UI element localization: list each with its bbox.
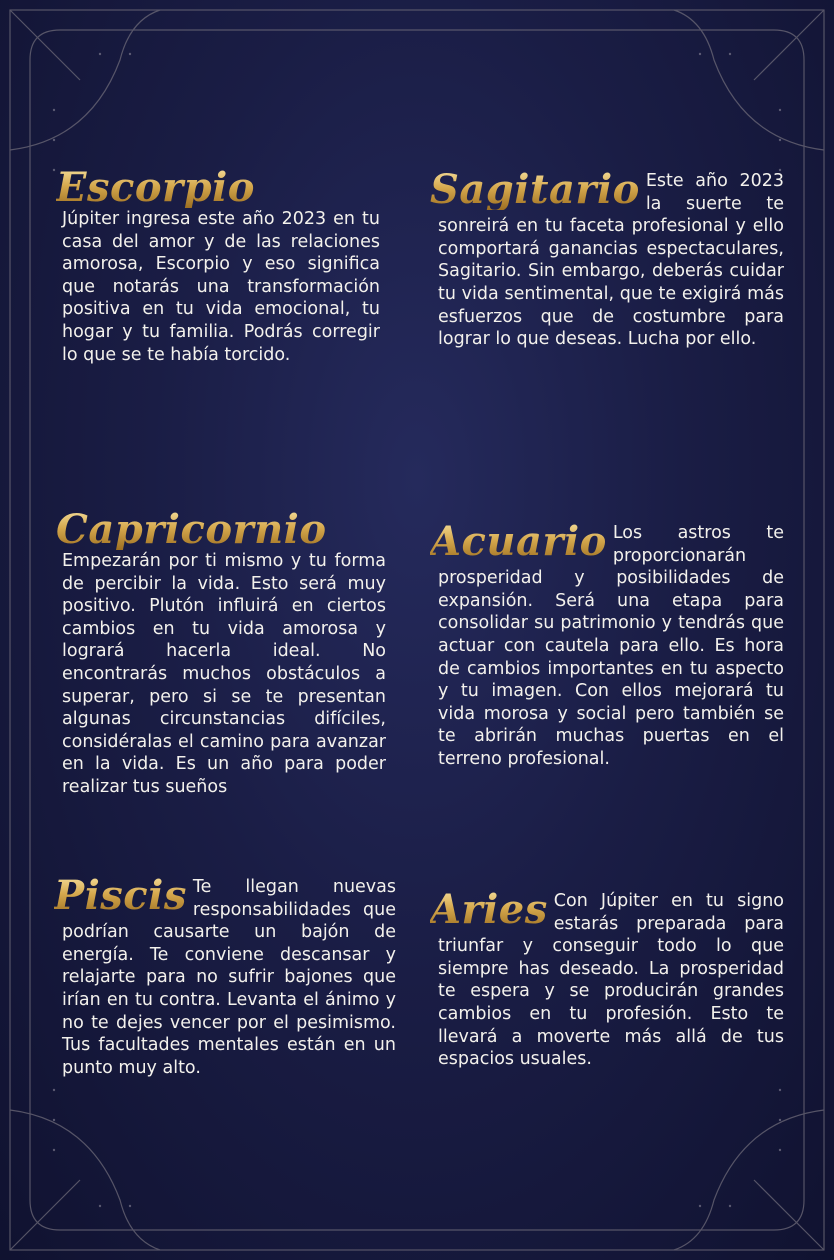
sign-piscis: [54, 872, 396, 1079]
sign-text: Este año 2023 la suerte te sonreirá en tu faceta profesional y ello comportará ganancias espectaculares, Sagitario. Sin embargo, deberás cuidar tu vida sentimental, que te exigirá más esfuerzos que de costumbre para lograr lo que deseas. Lucha por ello.: [438, 171, 784, 350]
sign-text: Empezarán por ti mismo y tu forma de percibir la vida. Esto será muy positivo. Plutón influirá en ciertos cambios en tu vida amorosa y logrará hacerla ideal. No encontrarás muchos obstáculos a superar, pero si se te presentan algunas circunstancias difíciles, considéralas el camino para avanzar en la vida. Es un año para poder realizar tus sueños: [62, 551, 386, 797]
sign-aries: [430, 886, 784, 1071]
sign-sagitario: [430, 166, 784, 351]
sign-title: Escorpio: [56, 168, 380, 208]
sign-text: Con Júpiter en tu signo estarás preparada para triunfar y conseguir todo lo que siempre has deseado. La prosperidad te espera y se producirán grandes cambios en tu profesión. Esto te llevará a moverte más allá de tus espacios usuales.: [438, 891, 784, 1070]
sign-title: Acuario: [430, 518, 607, 565]
sign-escorpio: [56, 164, 380, 366]
sign-title: Sagitario: [430, 166, 640, 213]
sign-text: Júpiter ingresa este año 2023 en tu casa del amor y de las relaciones amorosa, Escorpio y eso significa que notarás una transformación positiva en tu vida emocional, tu hogar y tu familia. Podrás corregir lo que se te había torcido.: [62, 209, 380, 365]
sign-title: Piscis: [54, 872, 187, 919]
sign-acuario: [430, 518, 784, 771]
sign-capricornio: [56, 506, 386, 799]
sign-title: Aries: [430, 886, 548, 933]
sign-text: Los astros te proporcionarán prosperidad y posibilidades de expansión. Será una etapa para consolidar su patrimonio y tendrás que actuar con cautela para ello. Es hora de cambios importantes en tu aspecto y tu imagen. Con ellos mejorará tu vida morosa y social pero también se te abrirán muchas puertas en el terreno profesional.: [438, 523, 784, 769]
sign-text: Te llegan nuevas responsabilidades que podrían causarte un bajón de energía. Te conviene descansar y relajarte para no sufrir bajones que irían en tu contra. Levanta el ánimo y no te dejes vencer por el pesimismo. Tus facultades mentales están en un punto muy alto.: [62, 877, 396, 1078]
sign-title: Capricornio: [56, 510, 386, 550]
